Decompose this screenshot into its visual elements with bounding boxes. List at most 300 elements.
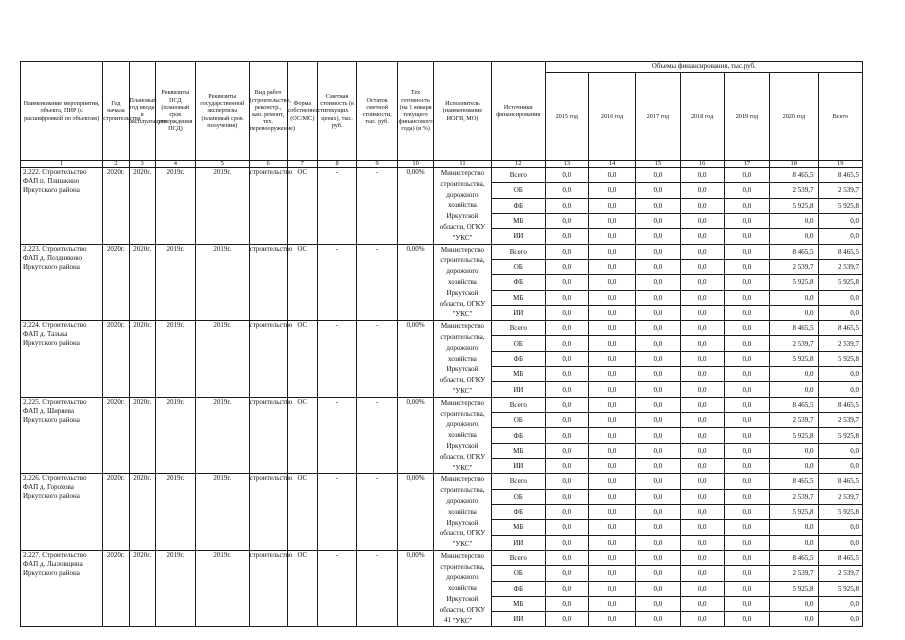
column-number: 9	[357, 161, 398, 168]
work-type: строительство	[249, 550, 287, 627]
financing-value: 0,0	[588, 336, 635, 351]
ownership: ОС	[287, 397, 318, 474]
start-year: 2020г.	[103, 168, 129, 245]
financing-value: 2 539,7	[770, 413, 818, 428]
funding-source: МБ	[491, 290, 545, 305]
financing-value: 0,0	[588, 489, 635, 504]
column-number: 17	[724, 161, 769, 168]
financing-value: 0,0	[636, 229, 680, 244]
financing-value: 8 465,5	[770, 474, 818, 489]
financing-value: 0,0	[636, 275, 680, 290]
funding-source: ИИ	[491, 612, 545, 627]
cost-remainder: -	[357, 474, 398, 551]
funding-source: ИИ	[491, 458, 545, 473]
financing-value: 0,0	[545, 413, 588, 428]
financing-value: 0,0	[770, 367, 818, 382]
financing-value: 0,0	[588, 183, 635, 198]
financing-value: 0,0	[636, 382, 680, 397]
start-year: 2020г.	[103, 321, 129, 398]
financing-value: 0,0	[680, 581, 724, 596]
funding-source: ФБ	[491, 428, 545, 443]
financing-total: 0,0	[818, 443, 862, 458]
financing-value: 0,0	[724, 612, 769, 627]
financing-value: 0,0	[545, 612, 588, 627]
project-name: 2.226. Строительство ФАП д. Горохова Иркутского района	[21, 474, 103, 551]
financing-value: 0,0	[680, 229, 724, 244]
financing-value: 0,0	[588, 596, 635, 611]
financing-value: 0,0	[680, 596, 724, 611]
table-row	[21, 397, 863, 412]
readiness: 0,00%	[398, 321, 434, 398]
financing-total: 0,0	[818, 612, 862, 627]
financing-value: 0,0	[680, 168, 724, 183]
financing-value: 0,0	[636, 428, 680, 443]
funding-source: МБ	[491, 367, 545, 382]
financing-value: 0,0	[545, 244, 588, 259]
work-type: строительство	[249, 244, 287, 321]
psd-date: 2019г.	[155, 550, 195, 627]
funding-source: МБ	[491, 520, 545, 535]
column-number: 14	[588, 161, 635, 168]
estimated-cost: -	[318, 550, 357, 627]
financing-value: 0,0	[588, 168, 635, 183]
work-type: строительство	[249, 321, 287, 398]
financing-value: 0,0	[636, 367, 680, 382]
funding-source: Всего	[491, 474, 545, 489]
financing-total: 0,0	[818, 367, 862, 382]
commission-year: 2020г.	[129, 550, 155, 627]
financing-value: 0,0	[636, 351, 680, 366]
financing-value: 0,0	[680, 443, 724, 458]
commission-year: 2020г.	[129, 474, 155, 551]
financing-value: 0,0	[545, 474, 588, 489]
financing-value: 0,0	[680, 321, 724, 336]
readiness: 0,00%	[398, 397, 434, 474]
cost-remainder: -	[357, 168, 398, 245]
start-year: 2020г.	[103, 474, 129, 551]
financing-value: 0,0	[724, 413, 769, 428]
table-row	[21, 474, 863, 489]
financing-value: 0,0	[545, 596, 588, 611]
financing-value: 2 539,7	[770, 566, 818, 581]
financing-value: 0,0	[636, 183, 680, 198]
psd-date: 2019г.	[155, 474, 195, 551]
project-name: 2.224. Строительство ФАП д. Талька Иркутского района	[21, 321, 103, 398]
psd-date: 2019г.	[155, 321, 195, 398]
funding-source: ОБ	[491, 413, 545, 428]
financing-value: 0,0	[636, 612, 680, 627]
financing-value: 0,0	[680, 458, 724, 473]
financing-value: 0,0	[636, 581, 680, 596]
psd-date: 2019г.	[155, 397, 195, 474]
financing-value: 0,0	[724, 382, 769, 397]
financing-value: 0,0	[680, 428, 724, 443]
financing-value: 0,0	[636, 443, 680, 458]
expertise-date: 2019г.	[195, 550, 249, 627]
financing-value: 0,0	[724, 581, 769, 596]
header-name: Наименование мероприятия, объекта, ПИР (с расшифровкой по объектам)	[21, 62, 103, 161]
financing-value: 0,0	[545, 259, 588, 274]
column-number: 16	[680, 161, 724, 168]
funding-source: ИИ	[491, 305, 545, 320]
financing-value: 0,0	[680, 535, 724, 550]
financing-value: 0,0	[588, 305, 635, 320]
financing-total: 8 465,5	[818, 397, 862, 412]
funding-source: ИИ	[491, 535, 545, 550]
financing-value: 0,0	[588, 474, 635, 489]
financing-value: 0,0	[680, 213, 724, 228]
column-number: 15	[636, 161, 680, 168]
funding-source: Всего	[491, 550, 545, 565]
funding-source: ИИ	[491, 382, 545, 397]
project-name: 2.227. Строительство ФАП д. Лыловщина Иркутского района	[21, 550, 103, 627]
header-sources: Источники финансирования	[491, 62, 545, 161]
column-number: 19	[818, 161, 862, 168]
financing-value: 0,0	[636, 290, 680, 305]
financing-value: 0,0	[636, 213, 680, 228]
financing-value: 0,0	[588, 612, 635, 627]
financing-value: 0,0	[588, 321, 635, 336]
financing-total: 5 925,8	[818, 275, 862, 290]
financing-value: 0,0	[724, 458, 769, 473]
financing-value: 0,0	[680, 336, 724, 351]
financing-value: 0,0	[545, 458, 588, 473]
financing-total: 8 465,5	[818, 244, 862, 259]
financing-value: 0,0	[724, 244, 769, 259]
financing-value: 0,0	[680, 504, 724, 519]
financing-value: 0,0	[680, 275, 724, 290]
financing-total: 5 925,8	[818, 504, 862, 519]
readiness: 0,00%	[398, 244, 434, 321]
funding-source: ОБ	[491, 259, 545, 274]
work-type: строительство	[249, 474, 287, 551]
work-type: строительство	[249, 397, 287, 474]
funding-source: ОБ	[491, 566, 545, 581]
financing-total: 8 465,5	[818, 550, 862, 565]
executor: Министерство строительства, дорожного хозяйства Иркутской области, ОГКУ "УКС"	[433, 244, 491, 321]
cost-remainder: -	[357, 321, 398, 398]
financing-value: 0,0	[724, 550, 769, 565]
financing-value: 0,0	[545, 382, 588, 397]
financing-value: 0,0	[680, 550, 724, 565]
financing-value: 0,0	[724, 305, 769, 320]
financing-value: 0,0	[636, 168, 680, 183]
financing-total: 5 925,8	[818, 581, 862, 596]
column-number: 4	[155, 161, 195, 168]
financing-value: 5 925,8	[770, 581, 818, 596]
psd-date: 2019г.	[155, 168, 195, 245]
funding-source: ФБ	[491, 275, 545, 290]
financing-value: 0,0	[724, 566, 769, 581]
readiness: 0,00%	[398, 474, 434, 551]
financing-value: 0,0	[636, 244, 680, 259]
financing-value: 0,0	[770, 213, 818, 228]
project-name: 2.223. Строительство ФАП д. Поздняково Иркутского района	[21, 244, 103, 321]
ownership: ОС	[287, 321, 318, 398]
financing-value: 0,0	[680, 612, 724, 627]
financing-value: 0,0	[724, 290, 769, 305]
financing-value: 0,0	[545, 305, 588, 320]
financing-value: 5 925,8	[770, 351, 818, 366]
financing-value: 0,0	[588, 581, 635, 596]
financing-value: 0,0	[724, 443, 769, 458]
financing-value: 0,0	[588, 443, 635, 458]
financing-value: 5 925,8	[770, 275, 818, 290]
funding-source: МБ	[491, 213, 545, 228]
funding-source: Всего	[491, 244, 545, 259]
financing-value: 0,0	[680, 351, 724, 366]
column-number: 7	[287, 161, 318, 168]
financing-total: 2 539,7	[818, 336, 862, 351]
financing-value: 0,0	[770, 443, 818, 458]
header-estimated-cost: Сметная стоимость (в текущих ценах), тыс. руб.	[318, 62, 357, 161]
cost-remainder: -	[357, 397, 398, 474]
financing-value: 0,0	[724, 535, 769, 550]
header-year: 2020 год	[770, 73, 818, 161]
financing-value: 0,0	[724, 336, 769, 351]
financing-value: 0,0	[680, 290, 724, 305]
readiness: 0,00%	[398, 550, 434, 627]
estimated-cost: -	[318, 321, 357, 398]
financing-value: 0,0	[588, 198, 635, 213]
executor: Министерство строительства, дорожного хозяйства Иркутской области, ОГКУ "УКС"	[433, 168, 491, 245]
financing-value: 0,0	[545, 290, 588, 305]
column-number: 1	[21, 161, 103, 168]
financing-value: 0,0	[545, 198, 588, 213]
financing-value: 0,0	[680, 259, 724, 274]
executor: Министерство строительства, дорожного хозяйства Иркутской области, ОГКУ "УКС"	[433, 321, 491, 398]
funding-source: ФБ	[491, 581, 545, 596]
financing-value: 0,0	[680, 566, 724, 581]
column-number: 5	[195, 161, 249, 168]
financing-value: 2 539,7	[770, 259, 818, 274]
financing-value: 0,0	[680, 489, 724, 504]
funding-source: ОБ	[491, 489, 545, 504]
commission-year: 2020г.	[129, 168, 155, 245]
financing-value: 0,0	[724, 229, 769, 244]
estimated-cost: -	[318, 397, 357, 474]
financing-value: 0,0	[588, 520, 635, 535]
header-work-type: Вид работ (строительство, реконстр., кап. ремонт, тех. перевооружение)	[249, 62, 287, 161]
financing-value: 8 465,5	[770, 168, 818, 183]
financing-value: 0,0	[680, 198, 724, 213]
financing-total: 0,0	[818, 382, 862, 397]
header-psd: Реквизиты ПСД (плановый срок утверждения ПСД)	[155, 62, 195, 161]
financing-value: 0,0	[724, 504, 769, 519]
financing-value: 0,0	[770, 458, 818, 473]
financing-value: 0,0	[680, 382, 724, 397]
financing-value: 0,0	[770, 596, 818, 611]
funding-source: ФБ	[491, 198, 545, 213]
header-year: 2019 год	[724, 73, 769, 161]
financing-value: 0,0	[724, 213, 769, 228]
financing-value: 8 465,5	[770, 244, 818, 259]
commission-year: 2020г.	[129, 321, 155, 398]
financing-value: 0,0	[588, 550, 635, 565]
table-row	[21, 168, 863, 183]
financing-value: 0,0	[636, 535, 680, 550]
financing-value: 0,0	[770, 305, 818, 320]
financing-value: 0,0	[724, 168, 769, 183]
financing-value: 0,0	[724, 275, 769, 290]
column-number: 10	[398, 161, 434, 168]
financing-value: 0,0	[588, 367, 635, 382]
financing-value: 0,0	[545, 321, 588, 336]
header-commission-year: Плановый год ввода в эксплуатацию	[129, 62, 155, 161]
financing-value: 0,0	[636, 520, 680, 535]
financing-value: 2 539,7	[770, 336, 818, 351]
financing-value: 0,0	[545, 367, 588, 382]
header-cost-remainder: Остаток сметной стоимости, тыс. руб.	[357, 62, 398, 161]
column-number: 8	[318, 161, 357, 168]
column-number: 12	[491, 161, 545, 168]
funding-source: ИИ	[491, 229, 545, 244]
estimated-cost: -	[318, 474, 357, 551]
financing-total: 5 925,8	[818, 351, 862, 366]
expertise-date: 2019г.	[195, 168, 249, 245]
executor: Министерство строительства, дорожного хозяйства Иркутской области, ОГКУ "УКС"	[433, 550, 491, 627]
financing-total: 2 539,7	[818, 413, 862, 428]
ownership: ОС	[287, 474, 318, 551]
financing-value: 0,0	[724, 596, 769, 611]
table-row	[21, 550, 863, 565]
expertise-date: 2019г.	[195, 474, 249, 551]
project-name: 2.222. Строительство ФАП п. Плишкино Иркутского района	[21, 168, 103, 245]
financing-total: 2 539,7	[818, 566, 862, 581]
header-year: 2016 год	[588, 73, 635, 161]
financing-value: 0,0	[588, 458, 635, 473]
financing-value: 0,0	[545, 351, 588, 366]
financing-value: 0,0	[545, 229, 588, 244]
financing-value: 0,0	[680, 183, 724, 198]
financing-value: 0,0	[545, 535, 588, 550]
header-executor: Исполнитель (наименование ИОГВ, МО)	[433, 62, 491, 161]
financing-value: 0,0	[545, 489, 588, 504]
table-row	[21, 321, 863, 336]
financing-value: 0,0	[588, 382, 635, 397]
financing-value: 5 925,8	[770, 198, 818, 213]
financing-value: 0,0	[545, 443, 588, 458]
financing-total: 0,0	[818, 596, 862, 611]
financing-value: 0,0	[588, 397, 635, 412]
financing-value: 0,0	[680, 474, 724, 489]
financing-value: 0,0	[588, 275, 635, 290]
financing-total: 0,0	[818, 535, 862, 550]
header-year: 2015 год	[545, 73, 588, 161]
financing-value: 8 465,5	[770, 397, 818, 412]
column-number: 18	[770, 161, 818, 168]
financing-total: 0,0	[818, 290, 862, 305]
financing-value: 0,0	[636, 474, 680, 489]
financing-value: 0,0	[724, 351, 769, 366]
ownership: ОС	[287, 550, 318, 627]
financing-value: 0,0	[636, 259, 680, 274]
estimated-cost: -	[318, 244, 357, 321]
expertise-date: 2019г.	[195, 321, 249, 398]
work-type: строительство	[249, 168, 287, 245]
financing-value: 0,0	[724, 397, 769, 412]
financing-value: 0,0	[680, 520, 724, 535]
financing-value: 2 539,7	[770, 183, 818, 198]
financing-value: 0,0	[724, 198, 769, 213]
financing-value: 0,0	[545, 275, 588, 290]
commission-year: 2020г.	[129, 244, 155, 321]
financing-value: 0,0	[545, 397, 588, 412]
financing-total: 5 925,8	[818, 428, 862, 443]
expertise-date: 2019г.	[195, 244, 249, 321]
financing-value: 0,0	[770, 229, 818, 244]
financing-value: 0,0	[636, 550, 680, 565]
financing-value: 0,0	[588, 566, 635, 581]
funding-source: МБ	[491, 443, 545, 458]
financing-value: 0,0	[545, 504, 588, 519]
expertise-date: 2019г.	[195, 397, 249, 474]
financing-value: 0,0	[636, 336, 680, 351]
financing-value: 0,0	[636, 489, 680, 504]
header-total: Всего	[818, 73, 862, 161]
financing-total: 8 465,5	[818, 474, 862, 489]
financing-total: 8 465,5	[818, 168, 862, 183]
financing-total: 2 539,7	[818, 489, 862, 504]
cost-remainder: -	[357, 244, 398, 321]
financing-value: 0,0	[545, 213, 588, 228]
funding-source: Всего	[491, 397, 545, 412]
ownership: ОС	[287, 168, 318, 245]
column-number: 11	[433, 161, 491, 168]
financing-value: 0,0	[724, 489, 769, 504]
financing-value: 8 465,5	[770, 321, 818, 336]
financing-value: 0,0	[636, 596, 680, 611]
financing-total: 0,0	[818, 520, 862, 535]
executor: Министерство строительства, дорожного хозяйства Иркутской области, ОГКУ "УКС"	[433, 397, 491, 474]
financing-value: 0,0	[724, 183, 769, 198]
financing-value: 0,0	[770, 612, 818, 627]
financing-value: 0,0	[588, 290, 635, 305]
financing-value: 0,0	[545, 581, 588, 596]
financing-value: 0,0	[636, 321, 680, 336]
financing-total: 0,0	[818, 458, 862, 473]
financing-value: 0,0	[680, 397, 724, 412]
financing-value: 0,0	[680, 413, 724, 428]
financing-total: 8 465,5	[818, 321, 862, 336]
column-number: 6	[249, 161, 287, 168]
ownership: ОС	[287, 244, 318, 321]
financing-value: 0,0	[545, 183, 588, 198]
financing-value: 0,0	[588, 504, 635, 519]
financing-value: 0,0	[588, 428, 635, 443]
header-ownership: Форма собственности (ОС/МС)	[287, 62, 318, 161]
financing-value: 0,0	[724, 428, 769, 443]
financing-value: 0,0	[588, 229, 635, 244]
start-year: 2020г.	[103, 550, 129, 627]
financing-total: 0,0	[818, 305, 862, 320]
psd-date: 2019г.	[155, 244, 195, 321]
column-number: 3	[129, 161, 155, 168]
funding-source: ФБ	[491, 351, 545, 366]
financing-table	[20, 61, 863, 627]
funding-source: МБ	[491, 596, 545, 611]
financing-value: 0,0	[636, 566, 680, 581]
table-row	[21, 244, 863, 259]
start-year: 2020г.	[103, 397, 129, 474]
financing-value: 0,0	[636, 305, 680, 320]
financing-value: 0,0	[636, 397, 680, 412]
financing-value: 0,0	[545, 168, 588, 183]
financing-value: 0,0	[770, 382, 818, 397]
financing-value: 0,0	[680, 244, 724, 259]
header-readiness: Тех готовность (на 1 января текущего финансового года) (в %)	[398, 62, 434, 161]
funding-source: Всего	[491, 321, 545, 336]
